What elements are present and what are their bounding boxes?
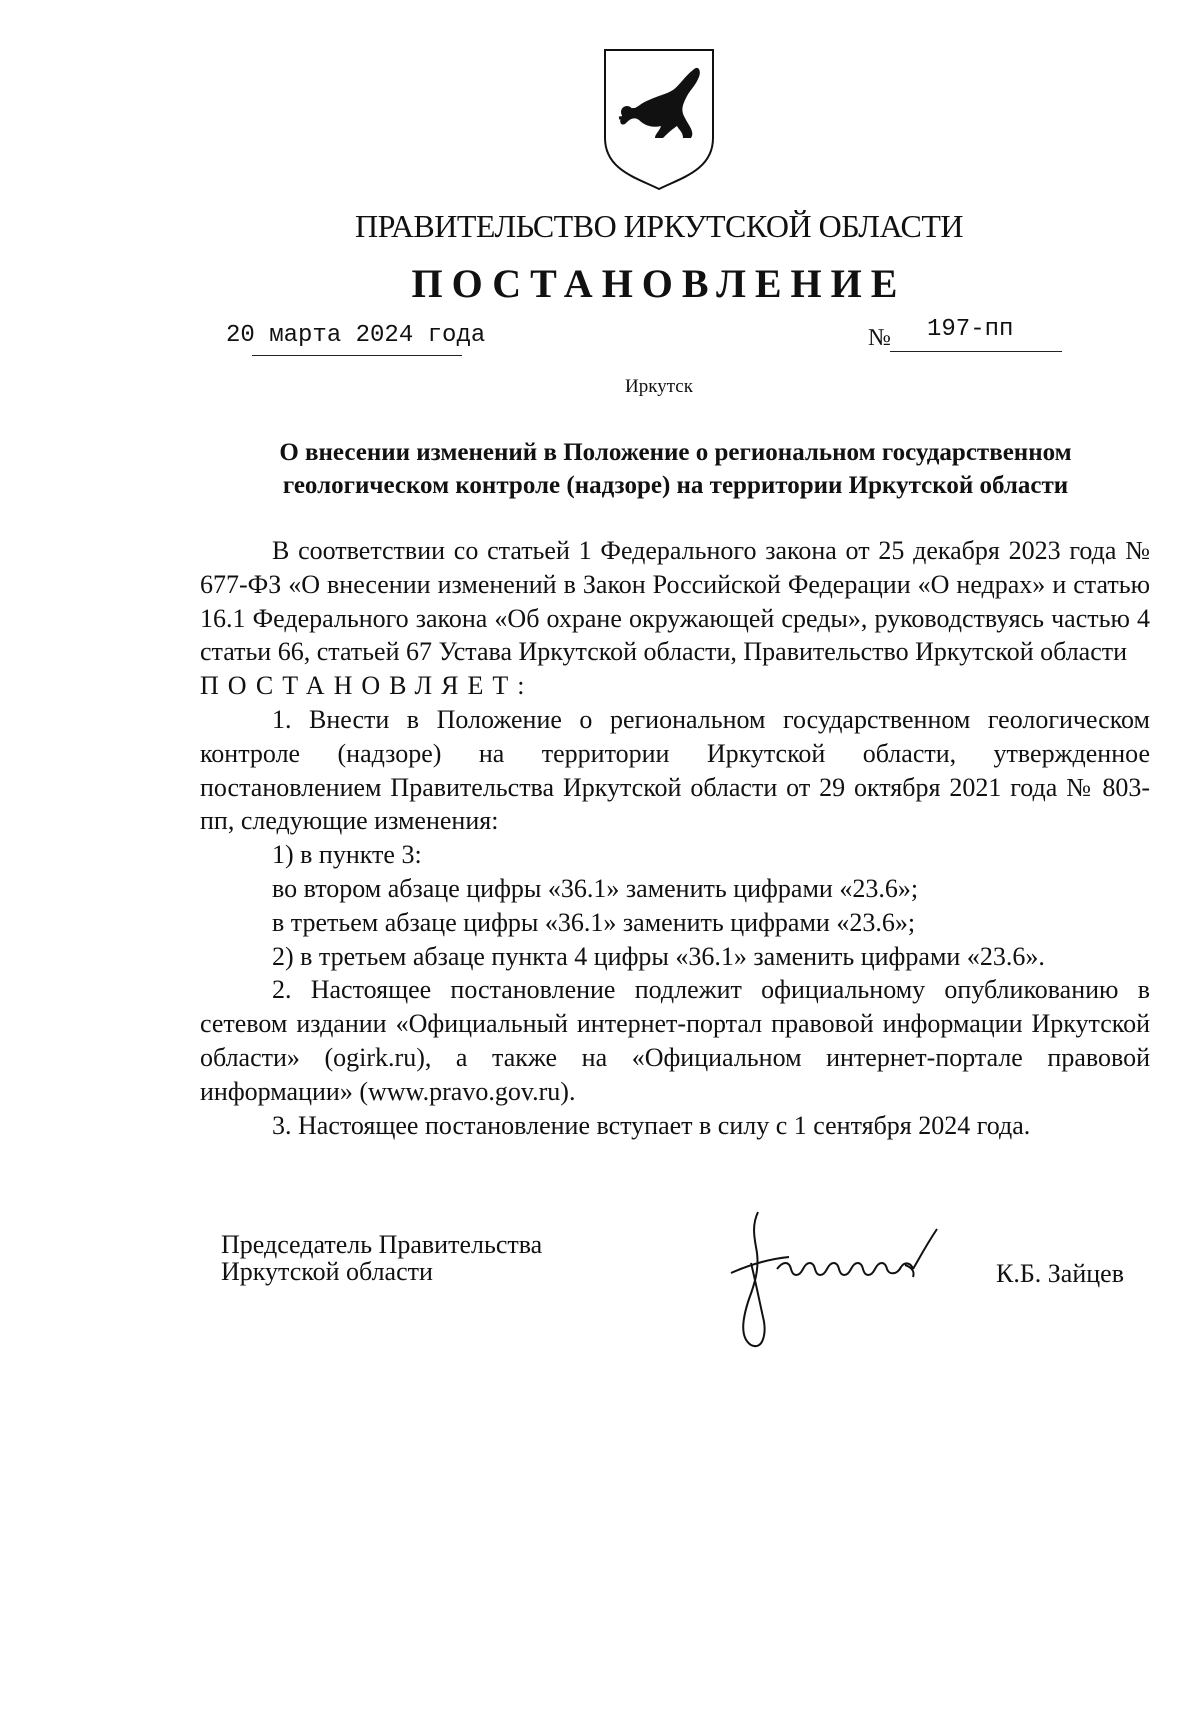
signer-name: К.Б. Зайцев xyxy=(996,1259,1124,1288)
item-1-a: во втором абзаце цифры «36.1» заменить цифрами «23.6»; xyxy=(272,873,919,903)
item-1: 1) в пункте 3: xyxy=(272,840,422,870)
signer-title-line-2: Иркутской области xyxy=(221,1257,433,1286)
signer-title xyxy=(221,1231,542,1285)
government-name: ПРАВИТЕЛЬСТВО ИРКУТСКОЙ ОБЛАСТИ xyxy=(355,208,963,244)
decree-word: ПОСТАНОВЛЯЕТ: xyxy=(200,671,534,701)
number-underline xyxy=(890,351,1062,352)
document-body xyxy=(200,534,1150,1142)
document-title: О внесении изменений в Положение о региональном государственном геологическом контроле (надзоре) на территории Иркутской области xyxy=(279,439,1072,499)
paragraph-3: 3. Настоящее постановление вступает в силу с 1 сентября 2024 года. xyxy=(272,1110,1031,1140)
document-date: 20 марта 2024 года xyxy=(226,322,486,349)
item-1-b: в третьем абзаце цифры «36.1» заменить цифрами «23.6»; xyxy=(272,907,916,937)
paragraph-2: 2. Настоящее постановление подлежит официальному опубликованию в сетевом издании «Официальный интернет-портал правовой информации Иркутской области» (ogirk.ru), а также на «Официальном интернет-портале правовой информации» (www.pravo.gov.ru). xyxy=(200,975,1150,1106)
signer-title-line-1: Председатель Правительства xyxy=(221,1230,543,1259)
item-2: 2) в третьем абзаце пункта 4 цифры «36.1» заменить цифрами «23.6». xyxy=(272,941,1045,971)
document-type: ПОСТАНОВЛЕНИЕ xyxy=(411,261,907,306)
preamble: В соответствии со статьей 1 Федерального закона от 25 декабря 2023 года № 677-ФЗ «О внесении изменений в Закон Российской Федерации «О недрах» и статью 16.1 Федерального закона «Об охране окружающей среды», руководствуясь частью 4 статьи 66, статьей 67 Устава Иркутской области, Правительство Иркутской области xyxy=(200,536,1150,667)
number-sign: № xyxy=(868,325,891,351)
coat-of-arms-icon xyxy=(599,46,719,192)
paragraph-1: 1. Внести в Положение о региональном государственном геологическом контроле (надзоре) на территории Иркутской области, утвержденное постановлением Правительства Иркутской области от 29 октября 2021 года № 803-пп, следующие изменения: xyxy=(200,704,1150,836)
date-underline xyxy=(252,355,462,356)
city: Иркутск xyxy=(625,376,693,397)
signature-icon xyxy=(715,1205,950,1355)
document-number: 197-пп xyxy=(927,316,1014,343)
